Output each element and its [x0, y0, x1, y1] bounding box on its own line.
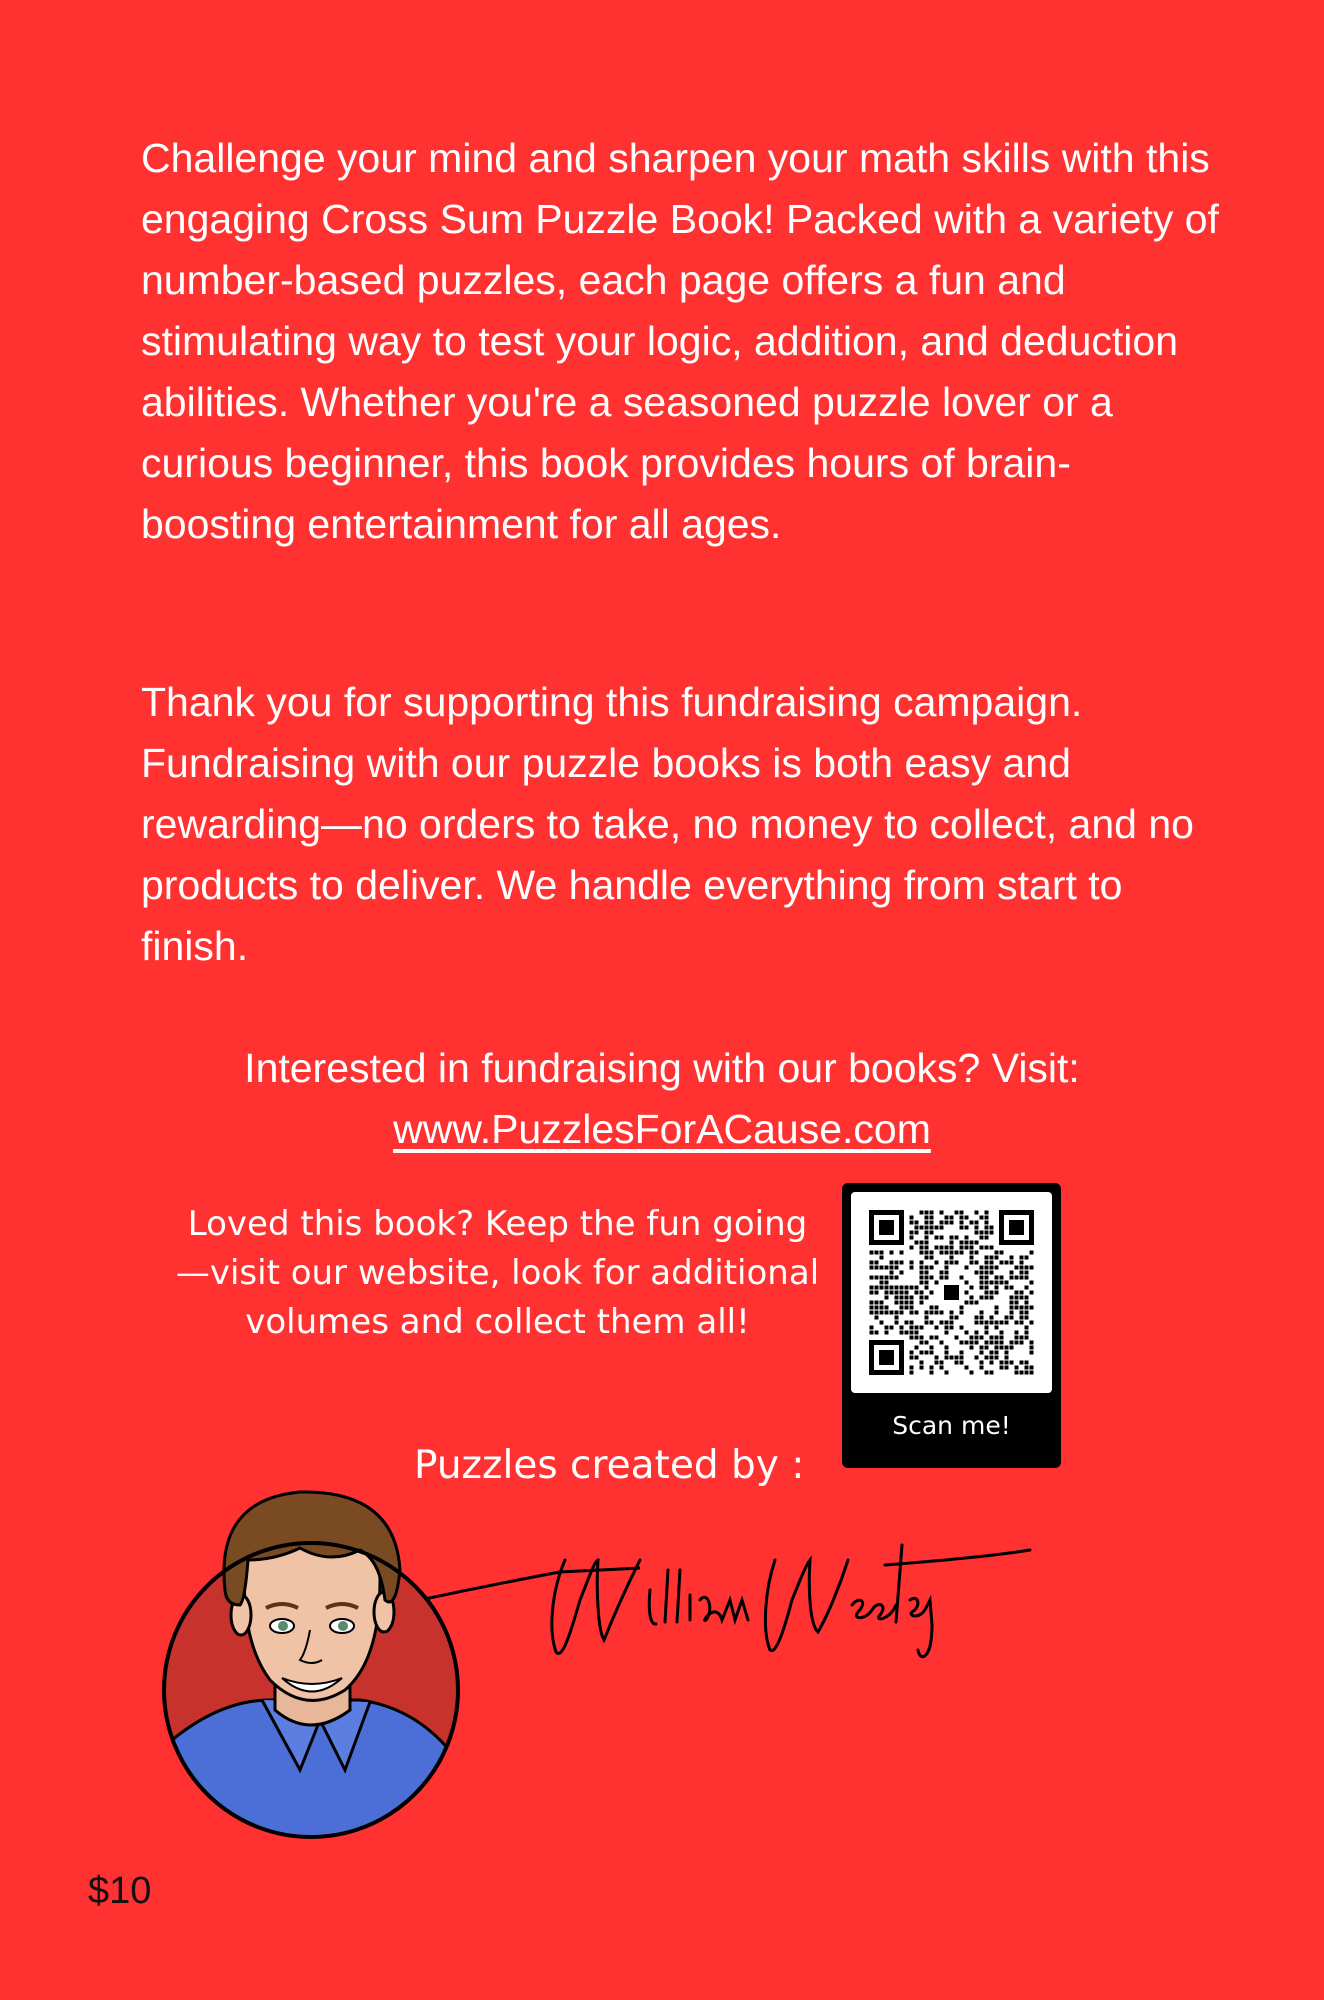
scan-me-label: Scan me! [892, 1411, 1011, 1440]
author-avatar [150, 1492, 470, 1860]
fundraising-thanks: Thank you for supporting this fundraising campaign. Fundraising with our puzzle books is both easy and rewarding—no orders to take, no money to collect, and no products to deliver. We handle everything from start to finish. [141, 679, 1194, 969]
puzzles-created-by-label: Puzzles created by : [414, 1443, 805, 1488]
website-link[interactable]: www.PuzzlesForACause.com [393, 1106, 931, 1152]
price-label: $10 [88, 1870, 152, 1912]
signature-icon [552, 1545, 1030, 1657]
book-description: Challenge your mind and sharpen your math skills with this engaging Cross Sum Puzzle Book! Packed with a variety of number-based puzzles, each page offers a fun and stimulating way to test your logic, addition, and deduction abilities. Whether you're a seasoned puzzle lover or a curious beginner, this book provides hours of brain-boosting entertainment for all ages. [141, 135, 1219, 547]
visit-prompt: Interested in fundraising with our books? Visit: [244, 1045, 1080, 1091]
loved-book-text: Loved this book? Keep the fun going —visit our website, look for additional volumes and collect them all! [175, 1204, 820, 1342]
